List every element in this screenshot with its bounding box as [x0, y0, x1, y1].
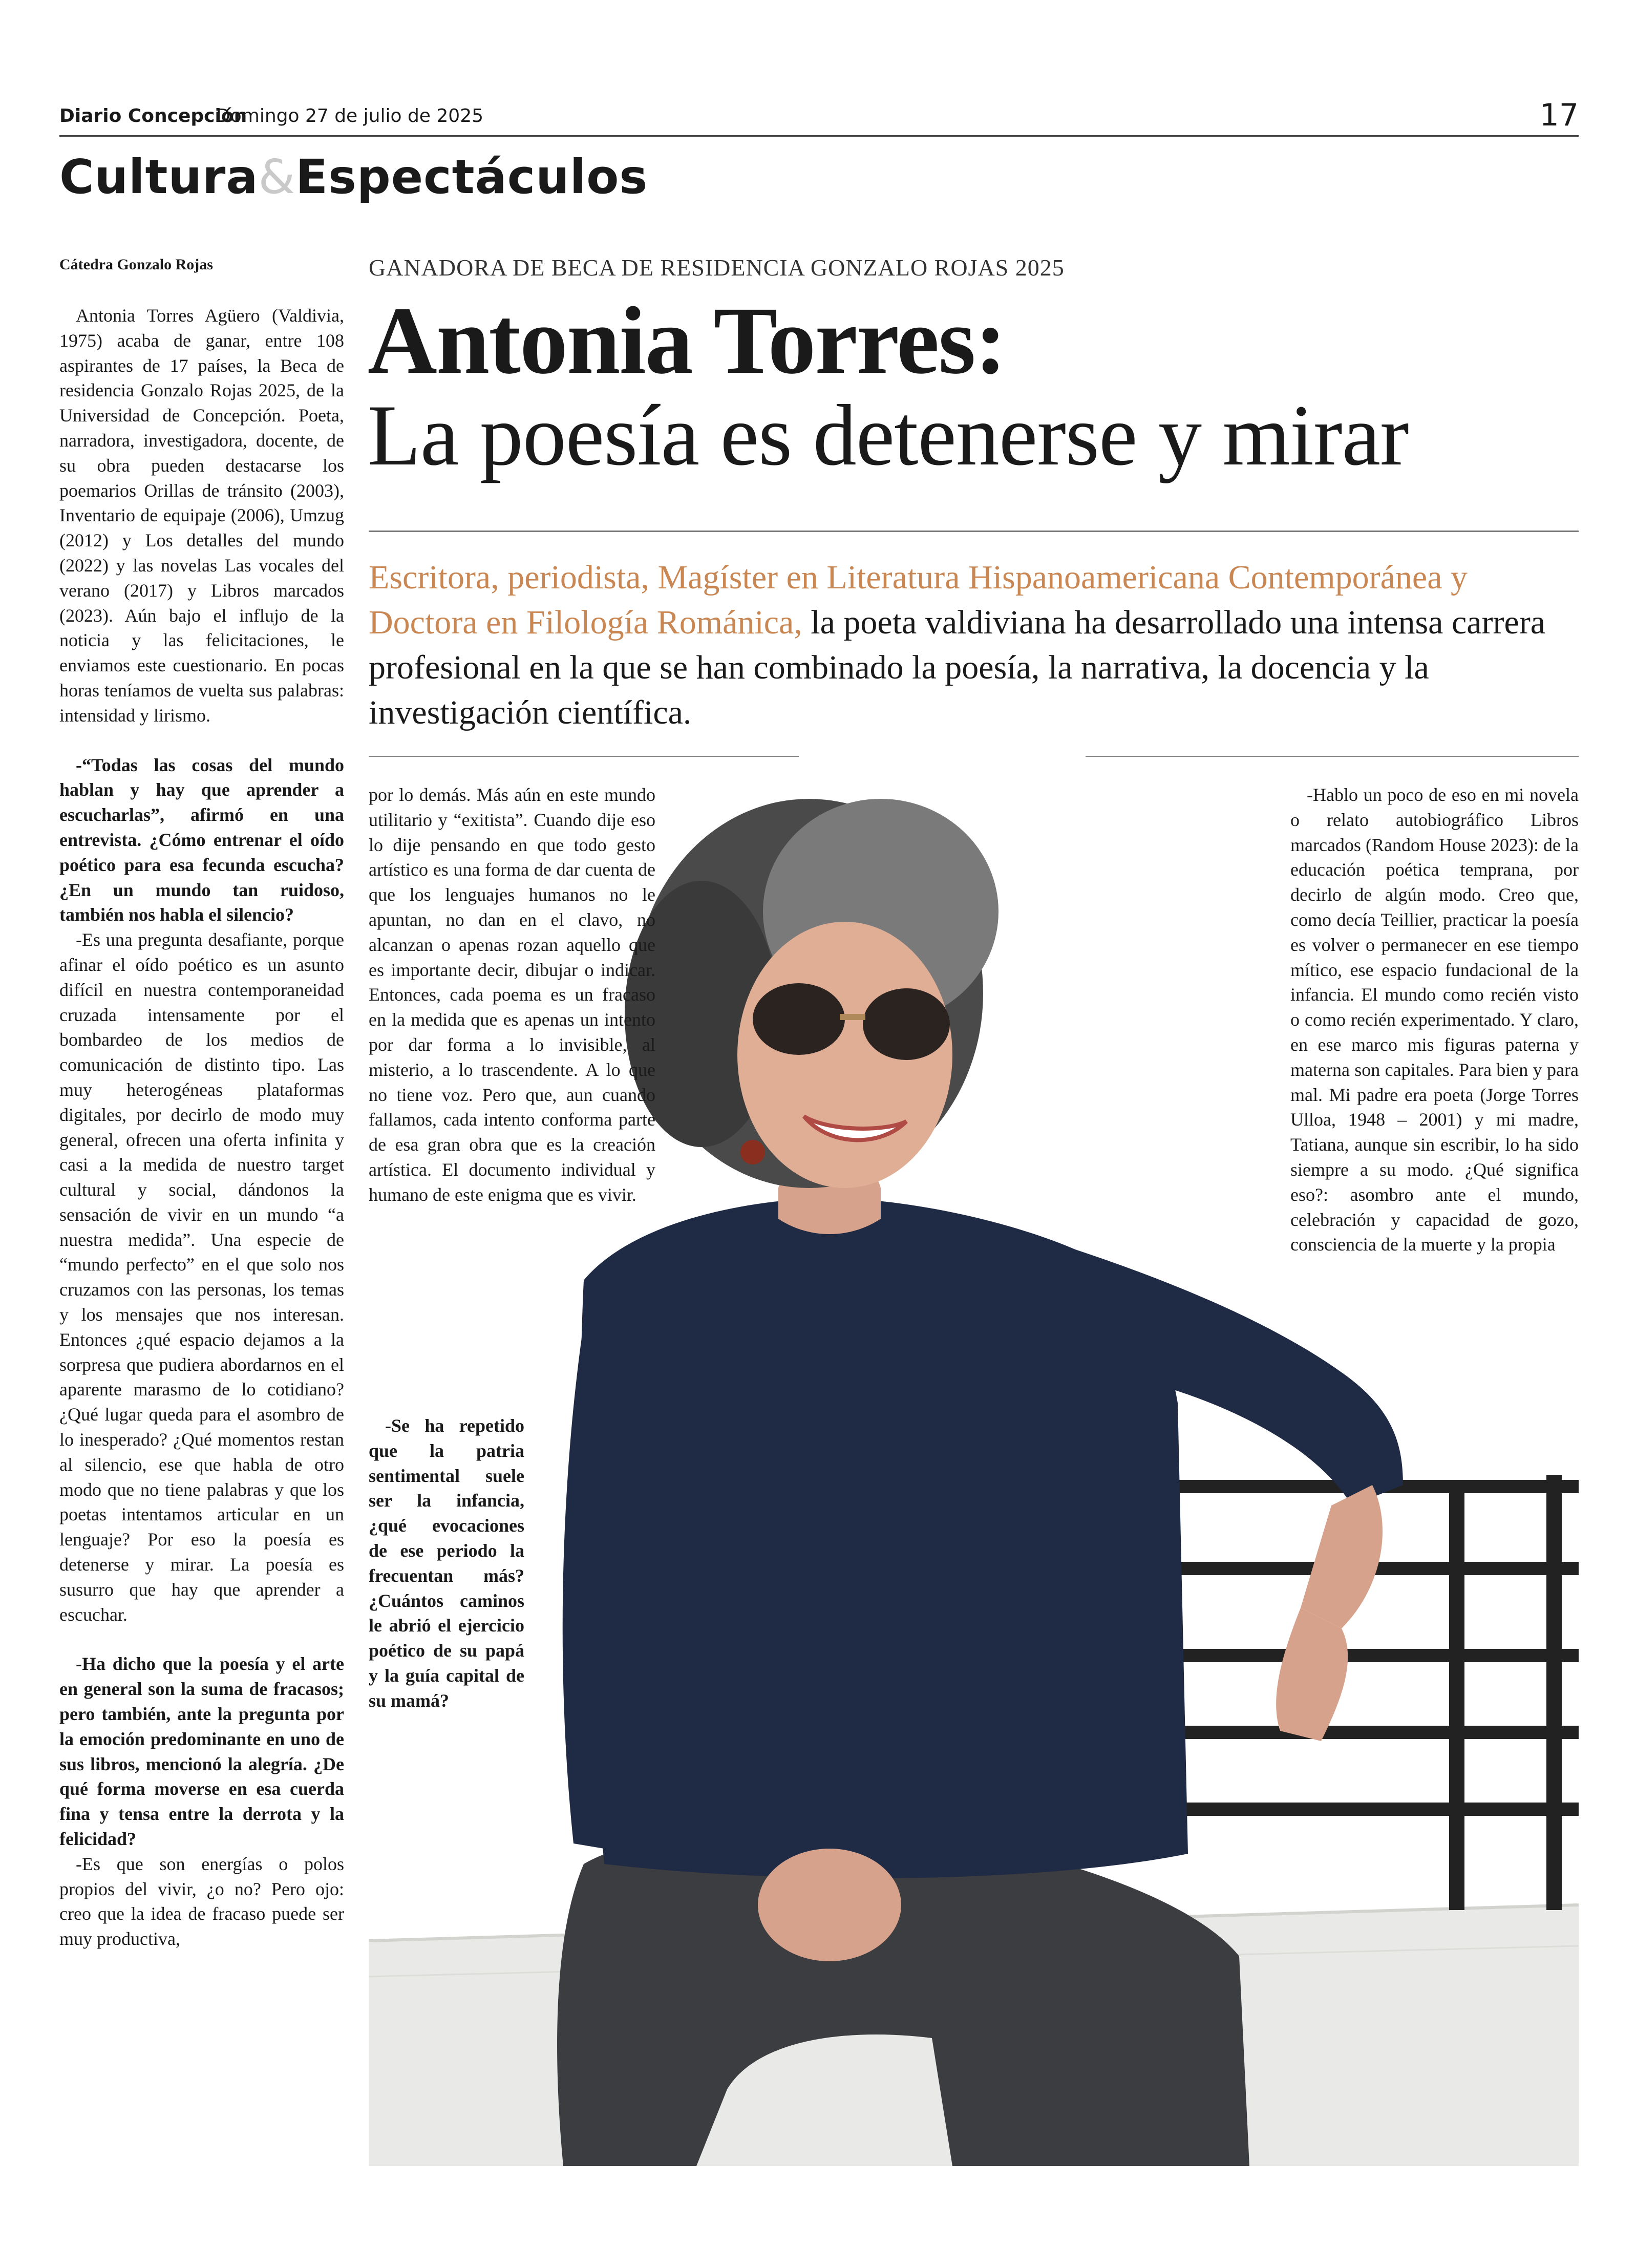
- lead-paragraph: [369, 555, 1582, 735]
- lead-rest: la poeta valdiviana ha desarrollado una intensa carrera profesional en la que se han combinado la poesía, la narrativa, la docencia y la investigación científica.: [369, 604, 1546, 731]
- issue-date: Domingo 27 de julio de 2025: [216, 105, 483, 126]
- question-1: -“Todas las cosas del mundo hablan y hay que aprender a escucharlas”, afirmó en una entrevista. ¿Cómo entrenar el oído poético para esa fecunda escucha? ¿En un mundo tan ruidoso, también nos habla el silencio?: [59, 754, 344, 925]
- question-3: [369, 1413, 524, 1713]
- section-title: [59, 150, 648, 204]
- section-title-part1: Cultura: [59, 150, 259, 204]
- article-column-3: [1290, 782, 1579, 1257]
- intro-paragraph: Antonia Torres Agüero (Valdivia, 1975) acaba de ganar, entre 108 aspirantes de 17 países, la Beca de residencia Gonzalo Rojas 2025, de la Universidad de Concepción. Poeta, narradora, investigadora, docente, de su obra pueden destacarse los poemarios Orillas de tránsito (2003), Inventario de equipaje (2006), Umzug (2012) y Los detalles del mundo (2022) y las novelas Las vocales del verano (2017) y Libros marcados (2023). Aún bajo el influjo de la noticia y las felicitaciones, le enviamos este cuestionario. En pocas horas teníamos de vuelta sus palabras: intensidad y lirismo.: [59, 305, 344, 726]
- lead-accent: Escritora, periodista, Magíster en Literatura Hispanoamericana Contemporánea y Doctora en Filología Románica,: [369, 559, 1468, 641]
- page-number: 17: [1539, 97, 1579, 133]
- answer-1: -Es una pregunta desafiante, porque afinar el oído poético es un asunto difícil en nuestra contemporaneidad cruzada intensamente por el bombardeo de los medios de comunicación de distinto tipo. Las muy heterogéneas plataformas digitales, por decirlo de modo muy general, ofrecen una oferta infinita y casi a la medida de nuestro target cultural y social, dándonos la sensación de vivir en un mundo “a nuestra medida”. Una especie de “mundo perfecto” en el que solo nos cruzamos con las personas, los temas y los mensajes que nos interesan. Entonces ¿qué espacio dejamos a la sorpresa que pudiera abordarnos en el aparente marasmo de lo cotidiano? ¿Qué lugar queda para el asombro de lo inesperado? ¿Qué momentos restan al silencio, ese que habla de otro modo que no tiene palabras y que los poetas intentamos articular en un lenguaje? Por eso la poesía es detenerse y mirar. La poesía es susurro que hay que aprender a escuchar.: [59, 929, 344, 1625]
- title-rule: [369, 531, 1579, 532]
- answer-2-continued: por lo demás. Más aún en este mundo utilitario y “exitista”. Cuando dije eso lo dije pensando en que todo gesto artístico es una forma de dar cuenta de que los lenguajes humanos no le apuntan, no dan en el clavo, no alcanzan o apenas rozan aquello que es importante decir, dibujar o indicar. Entonces, cada poema es un fracaso en la medida que es apenas un intento por dar forma a lo invisible, al misterio, a lo trascendente. A lo que no tiene voz. Pero que, aun cuando fallamos, cada intento conforma parte de esa gran obra que es la creación artística. El documento individual y humano de este enigma que es vivir.: [369, 785, 655, 1205]
- subheadline: La poesía es detenerse y mirar: [368, 387, 1409, 483]
- newspaper-name: Diario Concepción: [59, 105, 247, 126]
- section-ampersand: &: [258, 150, 296, 204]
- answer-3: -Hablo un poco de eso en mi novela o relato autobiográfico Libros marcados (Random House 2023): de la educación poética temprana, por decirlo de algún modo. Creo que, como decía Teillier, practicar la poesía es volver o permanecer en ese tiempo mítico, ese espacio fundacional de la infancia. El mundo como recién visto o como recién experimentado. Y claro, en ese marco mis figuras paterna y materna son capitales. Para bien y para mal. Mi padre era poeta (Jorge Torres Ulloa, 1948 – 2001) y mi madre, Tatiana, aunque sin escribir, lo ha sido siempre a su modo. ¿Qué significa eso?: asombro ante el mundo, celebración y capacidad de gozo, consciencia de la muerte y la propia: [1290, 785, 1579, 1255]
- answer-2: -Es que son energías o polos propios del vivir, ¿o no? Pero ojo: creo que la idea de fracaso puede ser muy productiva,: [59, 1853, 344, 1949]
- article-column-2: [369, 782, 655, 1207]
- article-column-1: [59, 303, 344, 1952]
- byline: Cátedra Gonzalo Rojas: [59, 256, 213, 273]
- question-2: -Ha dicho que la poesía y el arte en general son la suma de fracasos; pero también, ante la pregunta por la emoción predominante en uno de sus libros, mencionó la alegría. ¿De qué forma moverse en esa cuerda fina y tensa entre la derrota y la felicidad?: [59, 1654, 344, 1850]
- question-3-text: -Se ha repetido que la patria sentimental suele ser la infancia, ¿qué evocaciones de ese periodo la frecuentan más? ¿Cuántos caminos le abrió el ejercicio poético de su papá y la guía capital de su mamá?: [369, 1415, 524, 1711]
- headline: Antonia Torres:: [368, 287, 1006, 394]
- header-rule: [59, 135, 1579, 137]
- kicker: GANADORA DE BECA DE RESIDENCIA GONZALO ROJAS 2025: [369, 255, 1065, 281]
- section-title-part2: Espectáculos: [295, 150, 648, 204]
